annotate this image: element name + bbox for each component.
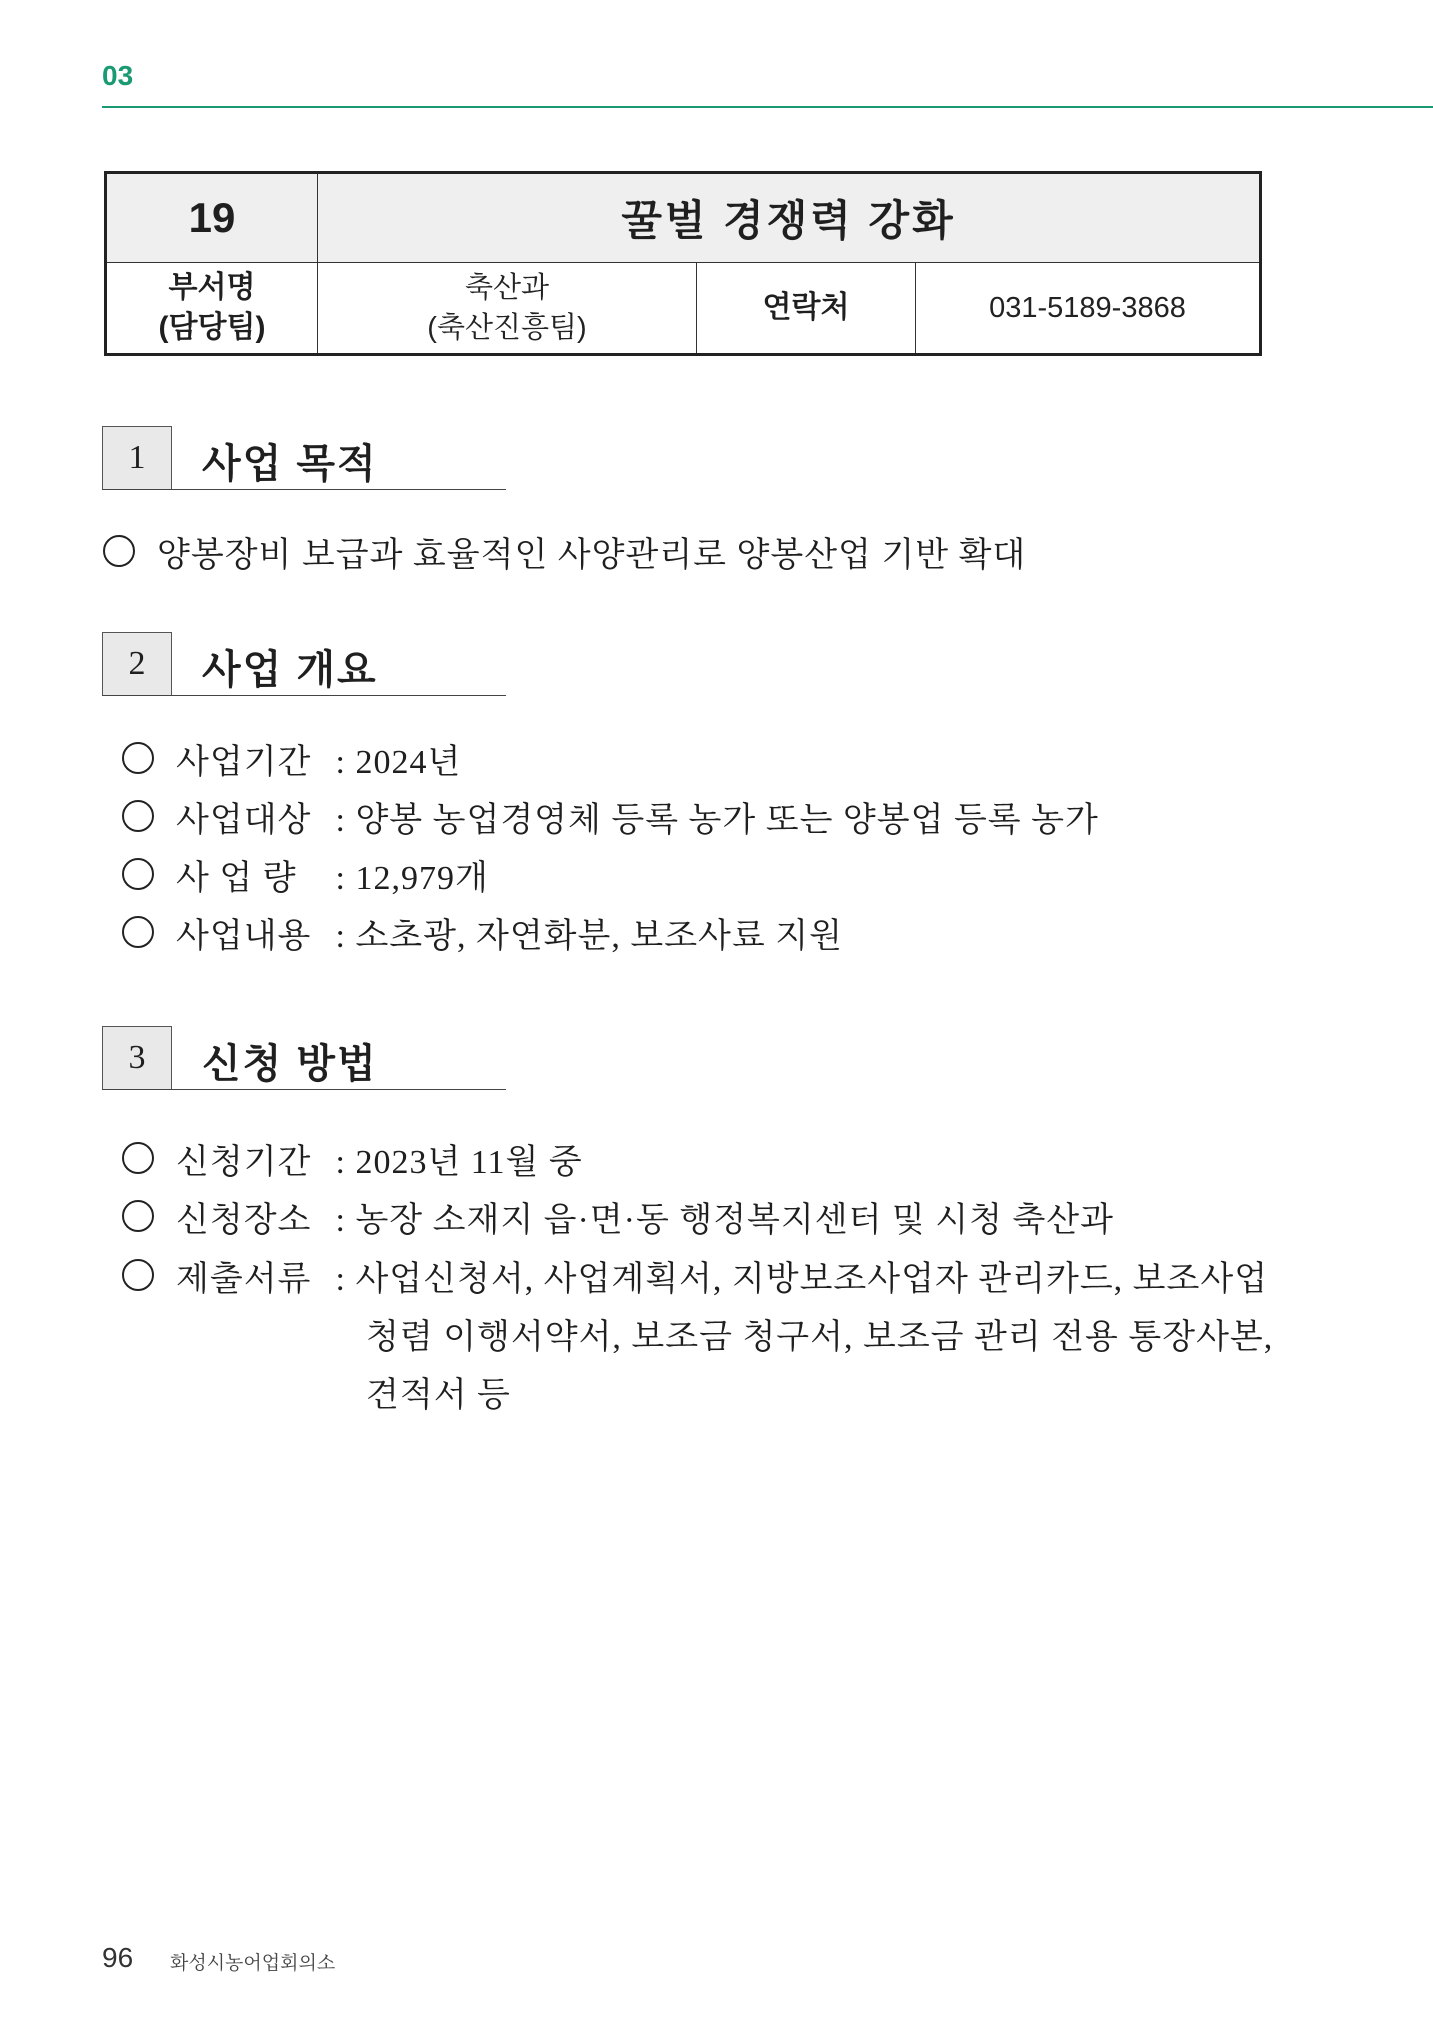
bullet-circle-icon: [122, 800, 154, 832]
application-item: [176, 1134, 583, 1183]
project-info-table: [104, 171, 1262, 356]
section-number: 2: [102, 632, 172, 696]
section-underline: [102, 1089, 506, 1090]
overview-value: 2024년: [355, 744, 462, 781]
purpose-text: 양봉장비 보급과 효율적인 사양관리로 양봉산업 기반 확대: [157, 537, 1027, 574]
bullet-circle-icon: [103, 535, 135, 567]
bullet-circle-icon: [122, 916, 154, 948]
dept-label-line1: 부서명: [168, 271, 256, 304]
project-title: 꿀벌 경쟁력 강화: [318, 173, 1261, 263]
application-value-continued: 청렴 이행서약서, 보조금 청구서, 보조금 관리 전용 통장사본,: [366, 1319, 1274, 1356]
colon: :: [326, 744, 356, 781]
overview-item: [176, 792, 1099, 841]
page-number: 96: [102, 1942, 134, 1973]
colon: :: [326, 1261, 356, 1298]
project-number: 19: [106, 173, 318, 263]
colon: :: [326, 802, 356, 839]
application-value-continued: 견적서 등: [366, 1377, 511, 1414]
bullet-circle-icon: [122, 1142, 154, 1174]
application-label: 신청기간: [176, 1144, 312, 1181]
bullet-circle-icon: [122, 1259, 154, 1291]
bullet-circle-icon: [122, 858, 154, 890]
section-header-purpose: [102, 426, 506, 490]
dept-value: [318, 263, 697, 355]
dept-label: [106, 263, 318, 355]
overview-value: 소초광, 자연화분, 보조사료 지원: [355, 918, 843, 955]
application-label: 신청장소: [176, 1202, 312, 1239]
section-title: 신청 방법: [202, 1042, 378, 1086]
dept-value-line1: 축산과: [464, 272, 550, 304]
section-title: 사업 개요: [202, 648, 378, 692]
overview-label: 사업기간: [176, 744, 312, 781]
section-number: 3: [102, 1026, 172, 1090]
section-number: 1: [102, 426, 172, 490]
section-underline: [102, 489, 506, 490]
overview-label: 사 업 량: [176, 860, 297, 897]
overview-label: 사업대상: [176, 802, 312, 839]
colon: :: [326, 918, 356, 955]
application-item: [176, 1251, 1268, 1300]
bullet-circle-icon: [122, 742, 154, 774]
section-header-application: [102, 1026, 506, 1090]
chapter-number: 03: [102, 60, 134, 91]
application-label: 제출서류: [176, 1261, 312, 1298]
publisher-name: 화성시농어업회의소: [170, 1953, 336, 1974]
application-value: 사업신청서, 사업계획서, 지방보조사업자 관리카드, 보조사업: [355, 1261, 1269, 1298]
overview-value: 양봉 농업경영체 등록 농가 또는 양봉업 등록 농가: [355, 802, 1099, 839]
section-header-overview: [102, 632, 506, 696]
overview-item: [176, 908, 843, 957]
overview-value: 12,979개: [355, 860, 489, 897]
application-value: 농장 소재지 읍·면·동 행정복지센터 및 시청 축산과: [355, 1202, 1114, 1239]
colon: :: [326, 1144, 356, 1181]
application-value: 2023년 11월 중: [355, 1144, 583, 1181]
overview-item: [176, 850, 489, 899]
overview-item: [176, 734, 461, 783]
chapter-divider: [102, 106, 1433, 108]
contact-label: 연락처: [697, 263, 916, 355]
colon: :: [326, 1202, 356, 1239]
overview-label: 사업내용: [176, 918, 312, 955]
dept-value-line2: (축산진흥팀): [427, 312, 587, 344]
application-item: [176, 1192, 1114, 1241]
section-underline: [102, 695, 506, 696]
colon: :: [326, 860, 356, 897]
section-title: 사업 목적: [202, 442, 378, 486]
dept-label-line2: (담당팀): [158, 311, 266, 344]
contact-value: 031-5189-3868: [916, 263, 1261, 355]
bullet-circle-icon: [122, 1200, 154, 1232]
